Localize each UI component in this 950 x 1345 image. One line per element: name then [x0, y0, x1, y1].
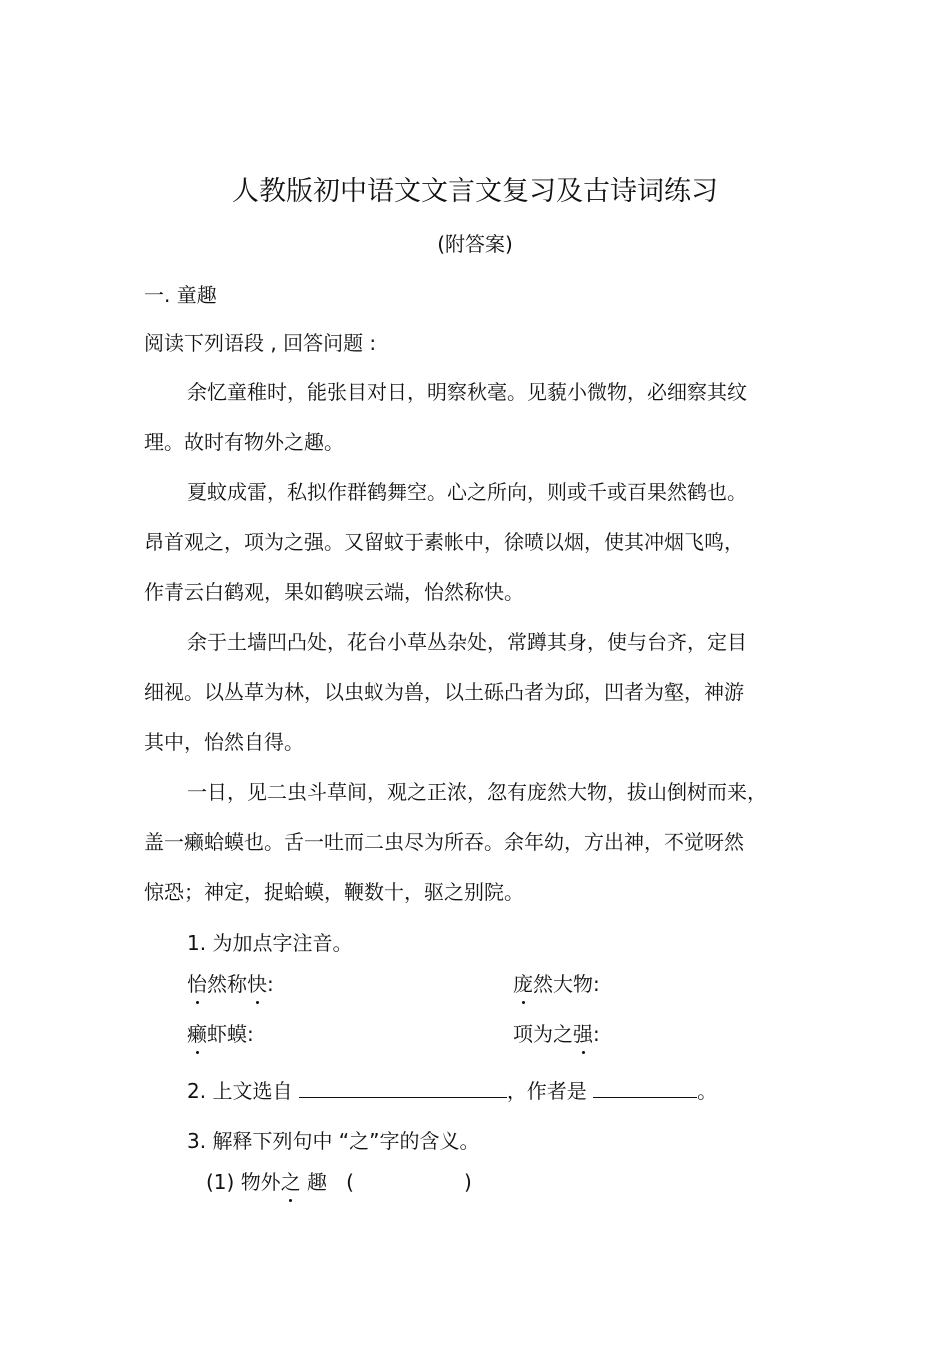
instruction-text: 阅读下列语段 , 回答问题 : [144, 331, 377, 355]
paragraph-line: 盖一癞蛤蟆也。舌一吐而二虫尽为所吞。余年幼，方出神，不觉呀然 [144, 830, 744, 854]
dotted-char: 庞 [513, 972, 533, 996]
page-subtitle: (附答案) [437, 232, 513, 256]
question-1-label: 1. 为加点字注音。 [187, 931, 353, 955]
question-1-item-c: 癞虾蟆: [187, 1022, 254, 1046]
paragraph-line: 夏蚊成雷，私拟作群鹤舞空。心之所向，则或千或百果然鹤也。 [187, 480, 747, 504]
paragraph-line: 昂首观之，项为之强。又留蚊于素帐中，徐喷以烟，使其冲烟飞鸣， [144, 530, 744, 554]
paragraph-line: 余于土墙凹凸处，花台小草丛杂处，常蹲其身，使与台齐，定目 [187, 630, 747, 654]
dotted-char: 癞 [187, 1022, 207, 1046]
question-3-item-1: (1) 物外之 趣 ( ) [206, 1170, 472, 1194]
question-2: 2. 上文选自 ，作者是 。 [187, 1079, 718, 1103]
dotted-char: 强 [573, 1022, 593, 1046]
paragraph-line: 一日，见二虫斗草间，观之正浓，忽有庞然大物，拔山倒树而来， [187, 780, 767, 804]
answer-blank-source[interactable] [299, 1077, 507, 1098]
dotted-char: 快 [247, 972, 267, 996]
dotted-char: 怡 [187, 972, 207, 996]
question-1-item-a: 怡然称快: [187, 972, 274, 996]
paragraph-line: 余忆童稚时，能张目对日，明察秋毫。见藐小微物，必细察其纹 [187, 380, 747, 404]
question-1-item-d: 项为之强: [513, 1022, 600, 1046]
question-3-label: 3. 解释下列句中 “之”字的含义。 [187, 1129, 480, 1153]
paragraph-line: 理。故时有物外之趣。 [144, 430, 344, 454]
question-1-item-b: 庞然大物: [513, 972, 600, 996]
answer-blank-author[interactable] [593, 1077, 697, 1098]
page-title: 人教版初中语文文言文复习及古诗词练习 [232, 176, 718, 207]
section-heading: 一. 童趣 [144, 283, 217, 307]
dotted-char: 之 [280, 1170, 301, 1194]
paragraph-line: 惊恐；神定，捉蛤蟆，鞭数十，驱之别院。 [144, 880, 524, 904]
paragraph-line: 细视。以丛草为林，以虫蚁为兽，以土砾凸者为邱，凹者为壑，神游 [144, 680, 744, 704]
paragraph-line: 其中，怡然自得。 [144, 730, 304, 754]
paragraph-line: 作青云白鹤观，果如鹤唳云端，怡然称快。 [144, 580, 524, 604]
